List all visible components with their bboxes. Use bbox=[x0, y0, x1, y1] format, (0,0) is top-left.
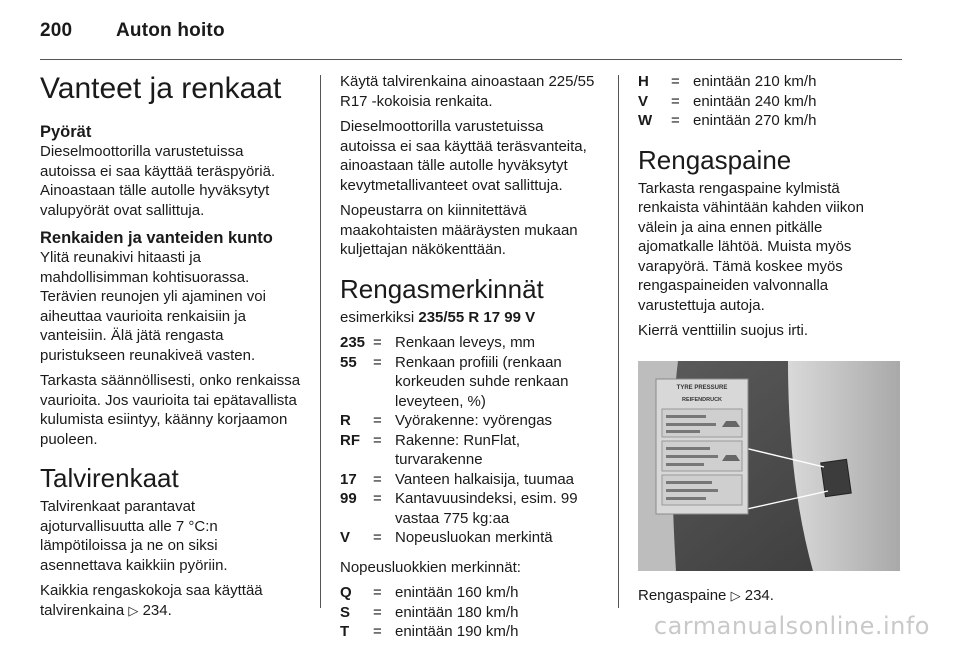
caption-text: Rengaspaine bbox=[638, 586, 727, 604]
speed-key: S bbox=[340, 603, 351, 621]
paragraph-top-2: Dieselmoottorilla varustetuissa autoissa ei saa käyttää teräsvanteita, ainoastaan tälle autolle hyväksytyt kevytmetallivanteet ovat sallittuja. bbox=[340, 118, 587, 194]
label-enlargement bbox=[656, 379, 748, 514]
paragraph-winter-1: Talvirenkaat parantavat ajoturvallisuutta alle 7 °C:n lämpötiloissa ja ne on siksi asennettava kaikkiin pyöriin. bbox=[40, 498, 228, 574]
mark-row bbox=[340, 489, 602, 528]
column-divider-2 bbox=[618, 75, 619, 608]
page-number: 200 bbox=[40, 20, 73, 41]
mark-value: Vyörakenne: vyörengas bbox=[395, 412, 553, 429]
watermark: carmanualsonline.info bbox=[653, 612, 930, 640]
paragraph-top-1: Käytä talvirenkaina ainoastaan 225/55 R17 -kokoisia renkaita. bbox=[340, 73, 595, 110]
mark-row bbox=[340, 411, 602, 431]
mark-value: Renkaan leveys, mm bbox=[395, 334, 536, 351]
speed-list-1 bbox=[340, 583, 602, 642]
paragraph-condition-2: Tarkasta säännöllisesti, onko renkaissa vaurioita. Jos vaurioita tai epätavallista kulumista esiintyy, käänny korjaamon puoleen. bbox=[40, 372, 301, 448]
paragraph-condition-1: Ylitä reunakivi hitaasti ja mahdollisimman kohtisuorassa. Terävien reunojen yli ajaminen voi aiheuttaa vaurioita renkaisiin ja vanteisiin. Älä jätä rengasta puristukseen reunakiveä vasten. bbox=[40, 249, 266, 364]
mark-row bbox=[340, 431, 602, 470]
header-divider bbox=[40, 59, 902, 60]
paragraph-pressure-2: Kierrä venttiilin suojus irti. bbox=[638, 322, 809, 339]
speed-eq: = bbox=[671, 112, 680, 129]
paragraph-top-3: Nopeustarra on kiinnitettävä maakohtaisten määräysten mukaan kuljettajan näkökenttään. bbox=[340, 202, 578, 258]
column-2 bbox=[340, 72, 602, 652]
winter-text: Kaikkia rengaskokoja saa käyttää talvirenkaina bbox=[40, 582, 263, 619]
example-label: esimerkiksi bbox=[340, 308, 415, 326]
speed-row bbox=[638, 92, 900, 112]
column-divider-1 bbox=[320, 75, 321, 608]
paragraph-wheels: Dieselmoottorilla varustetuissa autoissa ei saa käyttää teräspyöriä. Ainoastaan tälle autolle hyväksytyt valupyörät ovat sallittuja. bbox=[40, 143, 276, 219]
mark-value: Rakenne: RunFlat, turvarakenne bbox=[395, 431, 521, 468]
mark-row bbox=[340, 528, 602, 548]
speed-value: enintään 270 km/h bbox=[693, 112, 817, 129]
heading-tyre-pressure: Rengaspaine bbox=[638, 144, 792, 175]
mark-eq: = bbox=[373, 490, 382, 507]
column-1 bbox=[40, 72, 302, 626]
speed-value: enintään 210 km/h bbox=[693, 73, 817, 90]
speed-list-2 bbox=[638, 72, 900, 131]
caption-page-ref-link[interactable]: 234. bbox=[744, 586, 774, 604]
speed-value: enintään 180 km/h bbox=[395, 603, 519, 621]
speed-row bbox=[340, 622, 602, 642]
tyre-marks-list bbox=[340, 333, 602, 548]
heading-tyre-marks: Rengasmerkinnät bbox=[340, 273, 544, 304]
mark-key: R bbox=[340, 412, 351, 429]
speed-key: V bbox=[638, 92, 649, 110]
speed-eq: = bbox=[373, 603, 382, 621]
speed-eq: = bbox=[671, 73, 680, 90]
speed-key: H bbox=[638, 73, 649, 90]
paragraph-winter-2 bbox=[40, 581, 302, 620]
mark-key: 99 bbox=[340, 490, 357, 507]
speed-eq: = bbox=[671, 92, 680, 110]
mark-key: V bbox=[340, 529, 351, 546]
speed-row bbox=[340, 583, 602, 603]
mark-eq: = bbox=[373, 412, 382, 429]
paragraph-pressure-1: Tarkasta rengaspaine kylmistä renkaista vähintään kahden viikon välein ja aina ennen pitkälle ajomatkalle lähtöä. Muista myös varapyörä. Tämä koskee myös rengaspaineiden valvonnalla varustettuja autoja. bbox=[638, 179, 864, 314]
page-ref-arrow-icon: ▷ bbox=[730, 587, 741, 603]
page-ref-link[interactable]: 234. bbox=[142, 601, 172, 619]
mark-eq: = bbox=[373, 353, 382, 371]
speed-key: Q bbox=[340, 584, 352, 601]
mark-key: RF bbox=[340, 431, 360, 449]
speed-key: W bbox=[638, 112, 653, 129]
main-title: Vanteet ja renkaat bbox=[40, 72, 282, 105]
heading-condition: Renkaiden ja vanteiden kunto bbox=[40, 229, 273, 247]
mark-key: 235 bbox=[340, 334, 366, 351]
speed-value: enintään 240 km/h bbox=[693, 92, 817, 110]
speed-row bbox=[340, 603, 602, 623]
mark-value: Renkaan profiili (renkaan korkeuden suhde renkaan leveyteen, %) bbox=[395, 353, 569, 410]
mark-value: Kantavuusindeksi, esim. 99 vastaa 775 kg:aa bbox=[395, 490, 578, 527]
mark-key: 17 bbox=[340, 470, 357, 488]
mark-row bbox=[340, 470, 602, 490]
speed-row bbox=[638, 111, 900, 131]
column-3 bbox=[638, 72, 900, 611]
mark-eq: = bbox=[373, 529, 382, 546]
speed-row bbox=[638, 72, 900, 92]
mark-eq: = bbox=[373, 470, 382, 488]
speed-key: T bbox=[340, 623, 350, 640]
heading-winter: Talvirenkaat bbox=[40, 463, 179, 493]
mark-row bbox=[340, 333, 602, 353]
page-ref-arrow-icon: ▷ bbox=[128, 602, 139, 618]
page-header bbox=[40, 20, 225, 42]
mark-key: 55 bbox=[340, 353, 357, 371]
mark-eq: = bbox=[373, 334, 382, 351]
mark-row bbox=[340, 353, 602, 412]
mark-eq: = bbox=[373, 431, 382, 449]
example-value: 235/55 R 17 99 V bbox=[418, 308, 536, 326]
photo-caption bbox=[638, 586, 900, 606]
speed-value: enintään 190 km/h bbox=[395, 623, 519, 640]
mark-value: Nopeusluokan merkintä bbox=[395, 529, 553, 546]
speed-eq: = bbox=[373, 584, 382, 601]
mark-value: Vanteen halkaisija, tuumaa bbox=[395, 470, 575, 488]
label-subtitle: REIFENDRUCK bbox=[681, 396, 723, 403]
tyre-pressure-label-photo bbox=[638, 361, 900, 571]
speed-eq: = bbox=[373, 623, 382, 640]
speed-value: enintään 160 km/h bbox=[395, 584, 519, 601]
example-line bbox=[340, 308, 602, 328]
label-title: TYRE PRESSURE bbox=[676, 384, 728, 391]
heading-wheels: Pyörät bbox=[40, 123, 92, 141]
section-title: Auton hoito bbox=[116, 20, 225, 41]
speed-intro: Nopeusluokkien merkinnät: bbox=[340, 558, 521, 576]
